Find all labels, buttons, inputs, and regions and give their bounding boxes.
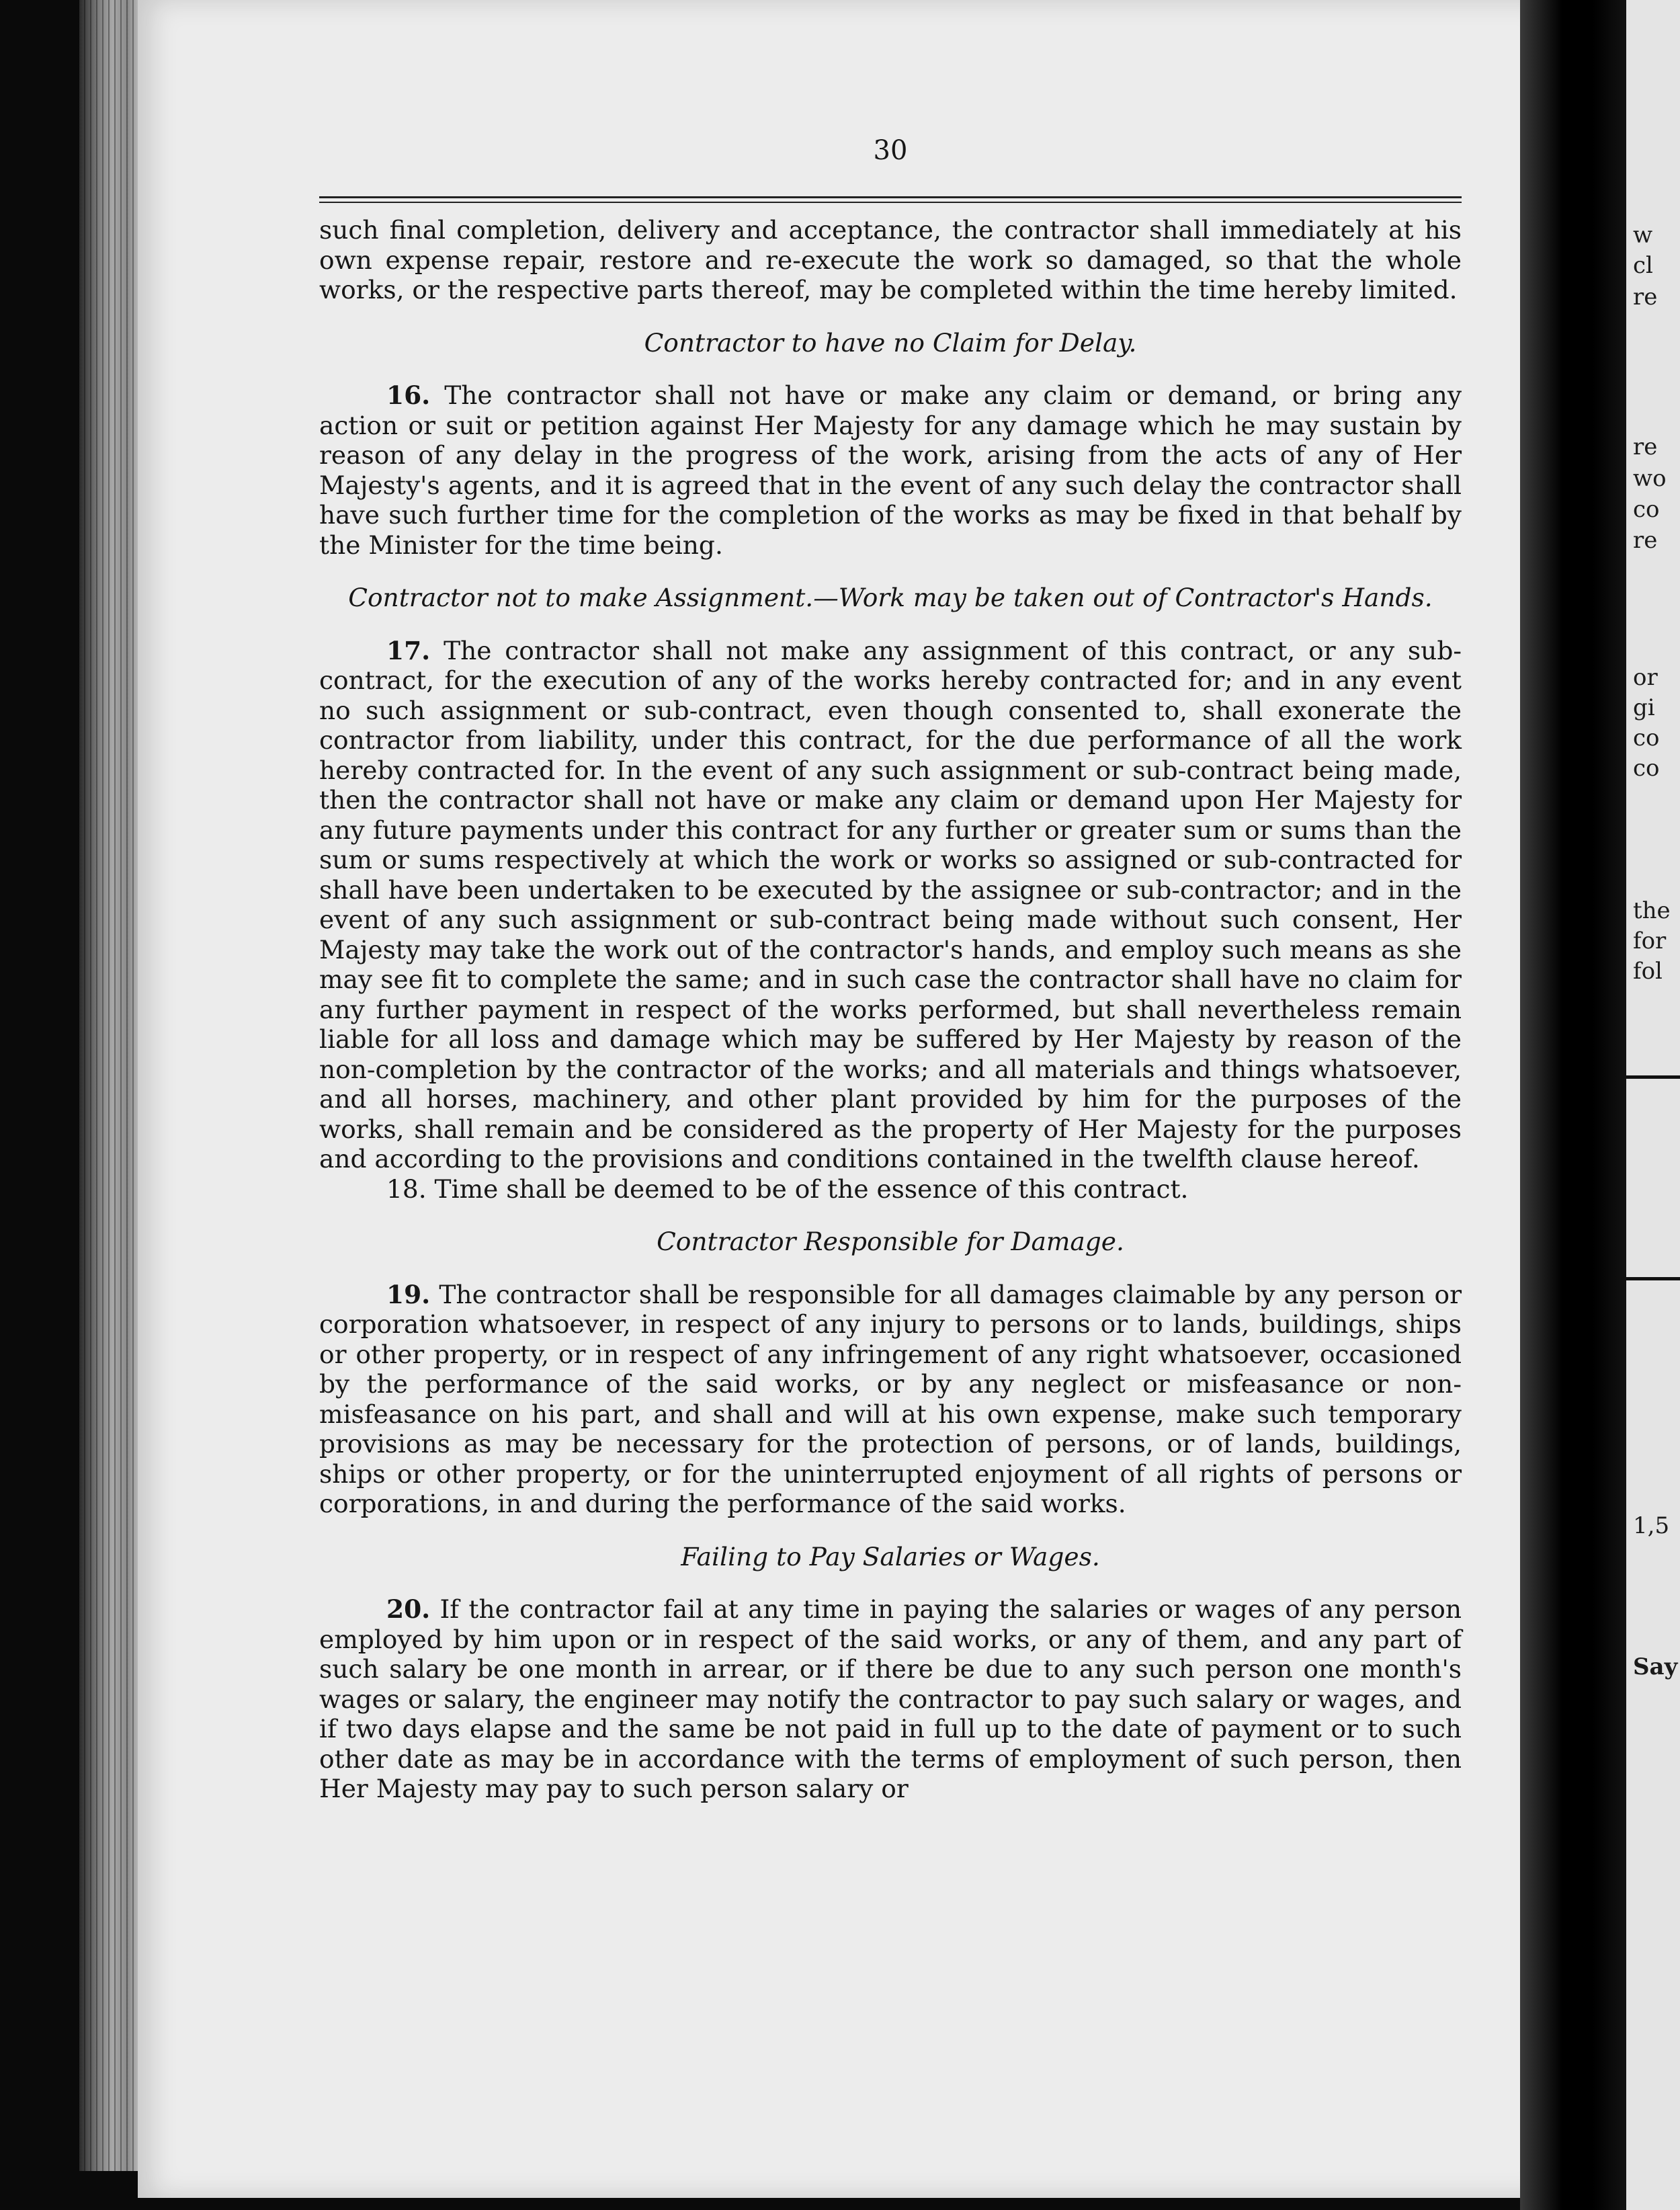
adjacent-page — [1626, 0, 1680, 2210]
header-rule — [319, 196, 1462, 203]
paragraph-continuation: such final completion, delivery and acceptance, the contractor shall immediately at his own expense repair, restore and re-execute the work so damaged, so that the whole works, or the respective parts thereof, may be completed within the time hereby limited. — [319, 215, 1462, 304]
adjacent-rule — [1626, 1277, 1680, 1280]
clause-text: The contractor shall not have or make any claim or demand, or bring any action or suit or petition against Her Majesty for any damage which he may sustain by reason of any delay in the progress of the work, arising from the acts of any of Her Majesty's agents, and it is agreed that in the event of any such delay the contractor shall have such further time for the completion of the works as may be fixed in that behalf by the Minister for the time being. — [319, 380, 1462, 560]
adjacent-fragment: Say — [1633, 1653, 1678, 1680]
adjacent-fragment: or — [1633, 664, 1658, 691]
adjacent-fragment: co — [1633, 496, 1660, 523]
adjacent-fragment: re — [1633, 434, 1658, 460]
adjacent-fragment: for — [1633, 928, 1667, 954]
clause-18: 18. Time shall be deemed to be of the essence of this contract. — [386, 1174, 1189, 1204]
adjacent-fragment: gi — [1633, 694, 1655, 721]
adjacent-fragment: co — [1633, 755, 1660, 782]
book-gutter — [1520, 0, 1641, 2210]
adjacent-fragment: the — [1633, 897, 1671, 924]
heading-clause-19: Contractor Responsible for Damage. — [657, 1227, 1124, 1256]
adjacent-fragment: re — [1633, 284, 1658, 311]
adjacent-fragment: fol — [1633, 958, 1663, 985]
adjacent-fragment: cl — [1633, 252, 1653, 279]
clause-17 — [319, 636, 1462, 1174]
heading-clause-16: Contractor to have no Claim for Delay. — [644, 327, 1137, 358]
clause-20 — [319, 1594, 1462, 1804]
adjacent-fragment: 1,5 — [1633, 1512, 1670, 1539]
clause-number: 17. — [386, 635, 431, 665]
clause-text: If the contractor fail at any time in paying the salaries or wages of any person employed by him upon or in respect of the said works, or any of them, and any part of such salary be one month in arrear, or if there be due to any such person one month's wages or salary, the engineer may notify the contractor to pay such salary or wages, and if two days elapse and the same be not paid in full up to the date of payment or to such other date as may be in accordance with the terms of employment of such person, then Her Majesty may pay to such person salary or — [319, 1594, 1462, 1803]
clause-number: 19. — [386, 1279, 431, 1309]
clause-19 — [319, 1280, 1462, 1519]
adjacent-rule — [1626, 1075, 1680, 1079]
clause-number: 16. — [386, 380, 431, 410]
clause-text: The contractor shall not make any assignment of this contract, or any sub-contract, for the execution of any of the works hereby contracted for; and in any event no such assignment or sub-contract, even though consented to, shall exonerate the contractor from liability, under this contract, for the due performance of all the work hereby contracted for. In the event of any such assignment or sub-contract being made, then the contractor shall not have or make any claim or demand upon Her Majesty for any future payments under this contract for any further or greater sum or sums than the sum or sums respectively at which the work or works so assigned or sub-contracted for shall have been undertaken to be executed by the assignee or sub-contractor; and in the event of any such assignment or sub-contract being made without such consent, Her Majesty may take the work out of the contractor's hands, and employ such means as she may see fit to complete the same; and in such case the contractor shall have no claim for any further payment in respect of the works performed, but shall nevertheless remain liable for all loss and damage which may be suffered by Her Majesty by reason of the non-completion by the contractor of the works; and all materials and things whatsoever, and all horses, machinery, and other plant provided by him for the purposes of the works, shall remain and be considered as the property of Her Majesty for the purposes and according to the provisions and conditions contained in the twelfth clause hereof. — [319, 635, 1462, 1174]
adjacent-fragment: co — [1633, 725, 1660, 751]
clause-text: The contractor shall be responsible for all damages claimable by any person or corporation whatsoever, in respect of any injury to persons or to lands, buildings, ships or other property, or in respect of any infringement of any right whatsoever, occasioned by the performance of the said works, or by any neglect or misfeasance or non-misfeasance on his part, and shall and will at his own expense, make such temporary provisions as may be necessary for the protection of persons, or of lands, buildings, ships or other property, or for the uninterrupted enjoyment of all rights of persons or corporations, in and during the performance of the said works. — [319, 1279, 1462, 1518]
adjacent-fragment: w — [1633, 222, 1653, 249]
adjacent-fragment: re — [1633, 527, 1658, 554]
adjacent-fragment: wo — [1633, 465, 1667, 492]
page-number: 30 — [873, 135, 908, 166]
page-content — [319, 134, 1462, 1804]
page-stack-lines — [84, 0, 138, 2171]
heading-clause-17: Contractor not to make Assignment.—Work may be taken out of Contractor's Hands. — [348, 583, 1433, 612]
clause-16 — [319, 380, 1462, 560]
clause-number: 20. — [386, 1594, 431, 1624]
heading-clause-20: Failing to Pay Salaries or Wages. — [681, 1541, 1100, 1571]
